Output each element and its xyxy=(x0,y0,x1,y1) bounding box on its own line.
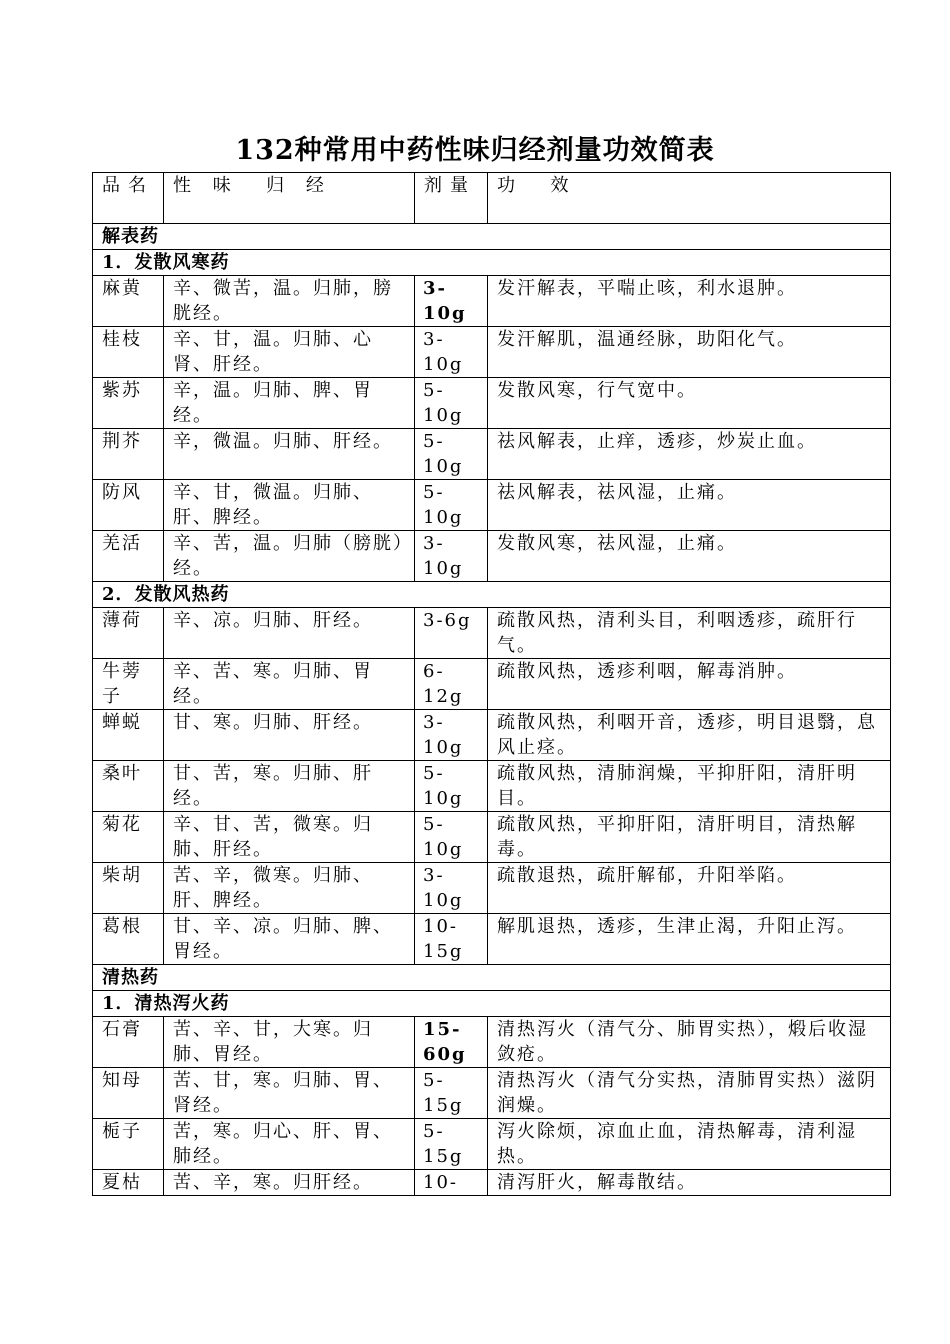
herb-dose: 3-6g xyxy=(415,608,488,659)
herb-dose: 5-10g xyxy=(415,812,488,863)
herb-property: 苦、辛，寒。归肝经。 xyxy=(164,1170,415,1196)
herb-dose: 5-10g xyxy=(415,378,488,429)
table-row xyxy=(93,863,891,914)
herb-dose: 3-10g xyxy=(415,710,488,761)
herb-dose: 5-10g xyxy=(415,761,488,812)
herb-property: 甘、苦，寒。归肺、肝经。 xyxy=(164,761,415,812)
table-row xyxy=(93,1068,891,1119)
herb-property: 辛、甘、苦，微寒。归肺、肝经。 xyxy=(164,812,415,863)
herb-effect: 疏散风热，清利头目，利咽透疹，疏肝行气。 xyxy=(488,608,891,659)
herb-name: 防风 xyxy=(93,480,164,531)
herb-name: 菊花 xyxy=(93,812,164,863)
herb-effect: 发散风寒，行气宽中。 xyxy=(488,378,891,429)
herb-dose: 10- xyxy=(415,1170,488,1196)
herb-name: 麻黄 xyxy=(93,276,164,327)
document-title: 132种常用中药性味归经剂量功效简表 xyxy=(235,135,715,166)
herb-dose: 5-10g xyxy=(415,429,488,480)
herb-effect: 疏散风热，清肺润燥，平抑肝阳，清肝明目。 xyxy=(488,761,891,812)
herb-effect: 祛风解表，祛风湿，止痛。 xyxy=(488,480,891,531)
header-effect: 功 效 xyxy=(488,173,891,224)
herb-effect: 疏散风热，利咽开音，透疹，明目退翳，息风止痉。 xyxy=(488,710,891,761)
table-row xyxy=(93,531,891,582)
table-row xyxy=(93,480,891,531)
table-row xyxy=(93,429,891,480)
subsection-heading: 1．发散风寒药 xyxy=(93,250,891,276)
herb-property: 苦、辛，微寒。归肺、肝、脾经。 xyxy=(164,863,415,914)
header-property: 性 味 归 经 xyxy=(164,173,415,224)
herb-table xyxy=(92,172,891,1196)
herb-effect: 解肌退热，透疹，生津止渴，升阳止泻。 xyxy=(488,914,891,965)
herb-name: 蝉蜕 xyxy=(93,710,164,761)
section-heading: 清热药 xyxy=(93,965,891,991)
herb-effect: 泻火除烦，凉血止血，清热解毒，清利湿热。 xyxy=(488,1119,891,1170)
table-row xyxy=(93,276,891,327)
herb-property: 辛、微苦，温。归肺，膀胱经。 xyxy=(164,276,415,327)
herb-property: 苦，寒。归心、肝、胃、肺经。 xyxy=(164,1119,415,1170)
herb-dose: 6-12g xyxy=(415,659,488,710)
header-name: 品名 xyxy=(93,173,164,224)
herb-dose: 5-10g xyxy=(415,480,488,531)
table-row xyxy=(93,1170,891,1196)
herb-dose: 3-10g xyxy=(415,863,488,914)
herb-dose: 10-15g xyxy=(415,914,488,965)
herb-effect: 疏散退热，疏肝解郁，升阳举陷。 xyxy=(488,863,891,914)
herb-effect: 疏散风热，平抑肝阳，清肝明目，清热解毒。 xyxy=(488,812,891,863)
herb-name: 葛根 xyxy=(93,914,164,965)
herb-property: 辛，温。归肺、脾、胃经。 xyxy=(164,378,415,429)
herb-name: 石膏 xyxy=(93,1017,164,1068)
herb-property: 辛，微温。归肺、肝经。 xyxy=(164,429,415,480)
herb-dose: 3-10g xyxy=(415,327,488,378)
herb-property: 辛、凉。归肺、肝经。 xyxy=(164,608,415,659)
herb-name: 夏枯 xyxy=(93,1170,164,1196)
herb-name: 羌活 xyxy=(93,531,164,582)
herb-property: 辛、甘，温。归肺、心肾、肝经。 xyxy=(164,327,415,378)
herb-dose: 5-15g xyxy=(415,1068,488,1119)
herb-name: 紫苏 xyxy=(93,378,164,429)
herb-name: 知母 xyxy=(93,1068,164,1119)
subsection-heading: 2．发散风热药 xyxy=(93,582,891,608)
herb-name: 荆芥 xyxy=(93,429,164,480)
table-header-row xyxy=(93,173,891,224)
herb-dose: 15-60g xyxy=(415,1017,488,1068)
herb-name: 柴胡 xyxy=(93,863,164,914)
herb-property: 苦、辛、甘，大寒。归肺、胃经。 xyxy=(164,1017,415,1068)
table-row xyxy=(93,659,891,710)
table-row xyxy=(93,1017,891,1068)
herb-name: 桂枝 xyxy=(93,327,164,378)
table-row xyxy=(93,914,891,965)
herb-property: 甘、寒。归肺、肝经。 xyxy=(164,710,415,761)
table-row xyxy=(93,761,891,812)
herb-name: 桑叶 xyxy=(93,761,164,812)
herb-effect: 疏散风热，透疹利咽，解毒消肿。 xyxy=(488,659,891,710)
herb-effect: 发散风寒，祛风湿，止痛。 xyxy=(488,531,891,582)
herb-dose: 5-15g xyxy=(415,1119,488,1170)
table-row xyxy=(93,378,891,429)
table-row xyxy=(93,608,891,659)
herb-property: 辛、苦，温。归肺（膀胱）经。 xyxy=(164,531,415,582)
herb-dose: 3-10g xyxy=(415,276,488,327)
herb-property: 甘、辛、凉。归肺、脾、胃经。 xyxy=(164,914,415,965)
herb-property: 辛、甘，微温。归肺、肝、脾经。 xyxy=(164,480,415,531)
herb-effect: 清泻肝火，解毒散结。 xyxy=(488,1170,891,1196)
herb-effect: 发汗解表，平喘止咳，利水退肿。 xyxy=(488,276,891,327)
herb-name: 栀子 xyxy=(93,1119,164,1170)
table-row xyxy=(93,710,891,761)
herb-effect: 发汗解肌，温通经脉，助阳化气。 xyxy=(488,327,891,378)
section-heading: 解表药 xyxy=(93,224,891,250)
table-row xyxy=(93,1119,891,1170)
table-row xyxy=(93,327,891,378)
herb-effect: 清热泻火（清气分实热，清肺胃实热）滋阴润燥。 xyxy=(488,1068,891,1119)
table-row xyxy=(93,812,891,863)
header-dose: 剂量 xyxy=(415,173,488,224)
herb-property: 辛、苦、寒。归肺、胃经。 xyxy=(164,659,415,710)
herb-name: 薄荷 xyxy=(93,608,164,659)
herb-name: 牛蒡子 xyxy=(93,659,164,710)
herb-dose: 3-10g xyxy=(415,531,488,582)
herb-property: 苦、甘，寒。归肺、胃、肾经。 xyxy=(164,1068,415,1119)
subsection-heading: 1．清热泻火药 xyxy=(93,991,891,1017)
herb-effect: 清热泻火（清气分、肺胃实热），煅后收湿敛疮。 xyxy=(488,1017,891,1068)
herb-effect: 祛风解表，止痒，透疹，炒炭止血。 xyxy=(488,429,891,480)
